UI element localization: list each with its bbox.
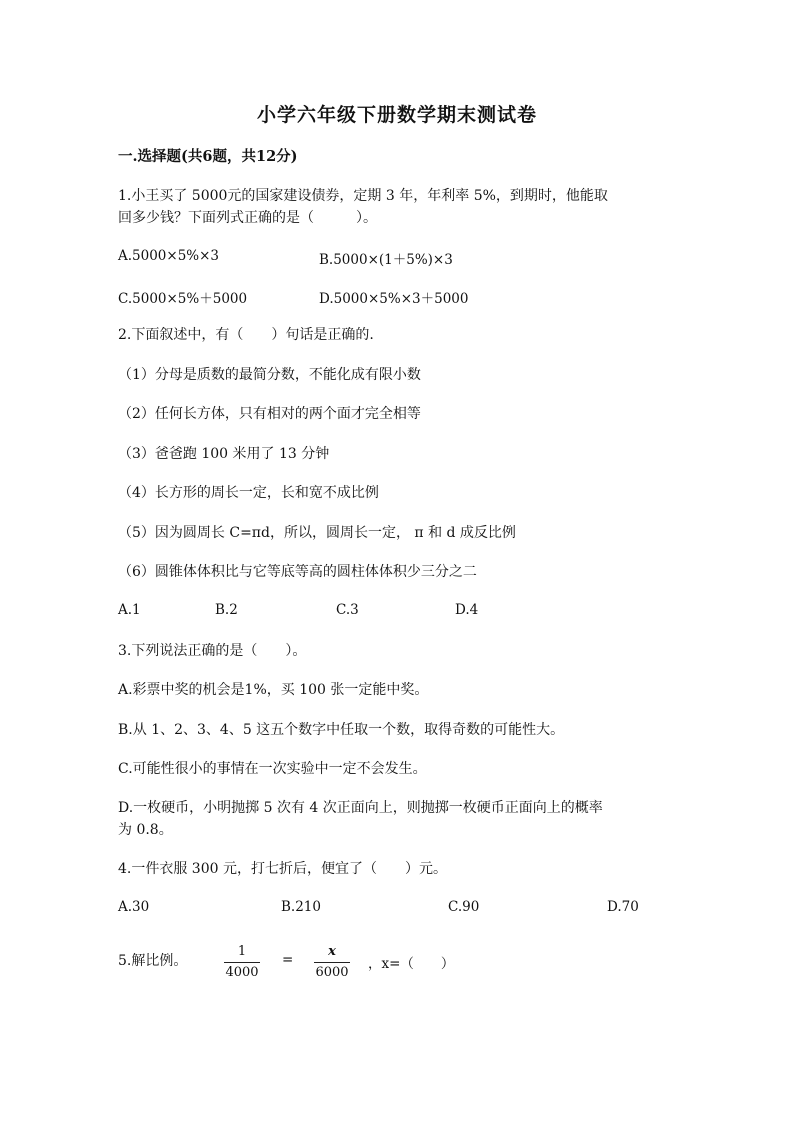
q3-option-d-line1: D.一枚硬币，小明抛掷 5 次有 4 次正面向上，则抛掷一枚硬币正面向上的概率 xyxy=(118,800,603,816)
fraction-bar xyxy=(314,962,350,963)
q1-option-b: B.5000×(1＋5%)×3 xyxy=(319,252,453,268)
q1-stem-line2: 回多少钱？下面列式正确的是（ ）。 xyxy=(118,210,377,226)
q2-item-1: （1）分母是质数的最简分数，不能化成有限小数 xyxy=(118,367,421,383)
q4-option-c: C.90 xyxy=(448,899,480,915)
q2-option-d: D.4 xyxy=(455,602,479,618)
q4-option-a: A.30 xyxy=(118,899,150,915)
q2-option-b: B.2 xyxy=(215,602,238,618)
q2-item-4: （4）长方形的周长一定，长和宽不成比例 xyxy=(118,485,379,501)
q2-item-3: （3）爸爸跑 100 米用了 13 分钟 xyxy=(118,446,330,462)
q2-option-a: A.1 xyxy=(118,602,141,618)
q5-fraction-right-numerator: x xyxy=(328,944,336,959)
q4-option-d: D.70 xyxy=(607,899,639,915)
q2-stem: 2.下面叙述中，有（ ）句话是正确的. xyxy=(118,327,374,343)
q4-option-b: B.210 xyxy=(281,899,321,915)
q5-fraction-left xyxy=(222,943,262,982)
q3-option-a: A.彩票中奖的机会是1%，买 100 张一定能中奖。 xyxy=(118,682,429,698)
q5-equals-sign: = xyxy=(282,952,294,968)
q5-fraction-right-denominator: 6000 xyxy=(315,965,349,980)
page-title: 小学六年级下册数学期末测试卷 xyxy=(256,104,537,126)
q2-item-6: （6）圆锥体体积比与它等底等高的圆柱体体积少三分之二 xyxy=(118,564,477,580)
q1-stem-line1: 1.小王买了 5000元的国家建设债券，定期 3 年，年利率 5%，到期时，他能取 xyxy=(118,188,608,204)
q5-fraction-right xyxy=(312,943,352,982)
q2-option-c: C.3 xyxy=(336,602,359,618)
q2-item-2: （2）任何长方体，只有相对的两个面才完全相等 xyxy=(118,406,421,422)
q5-fraction-left-denominator: 4000 xyxy=(225,965,259,980)
q1-option-a: A.5000×5%×3 xyxy=(118,248,220,264)
section-heading: 一.选择题(共6题，共12分) xyxy=(118,148,298,165)
q2-item-5: （5）因为圆周长 C=πd，所以，圆周长一定， π 和 d 成反比例 xyxy=(118,525,516,541)
q3-stem: 3.下列说法正确的是（ ）。 xyxy=(118,643,307,659)
q5-fraction-left-numerator: 1 xyxy=(237,944,247,959)
q3-option-c: C.可能性很小的事情在一次实验中一定不会发生。 xyxy=(118,761,427,777)
q1-option-c: C.5000×5%＋5000 xyxy=(118,291,248,307)
q3-option-d-line2: 为 0.8。 xyxy=(118,822,173,838)
q4-stem: 4.一件衣服 300 元，打七折后，便宜了（ ）元。 xyxy=(118,861,447,877)
q5-answer-blank: ，x=（ ） xyxy=(368,956,455,972)
q5-stem: 5.解比例。 xyxy=(118,953,188,969)
fraction-bar xyxy=(224,962,260,963)
q3-option-b: B.从 1、2、3、4、5 这五个数字中任取一个数，取得奇数的可能性大。 xyxy=(118,722,565,738)
q1-option-d: D.5000×5%×3＋5000 xyxy=(319,291,469,307)
